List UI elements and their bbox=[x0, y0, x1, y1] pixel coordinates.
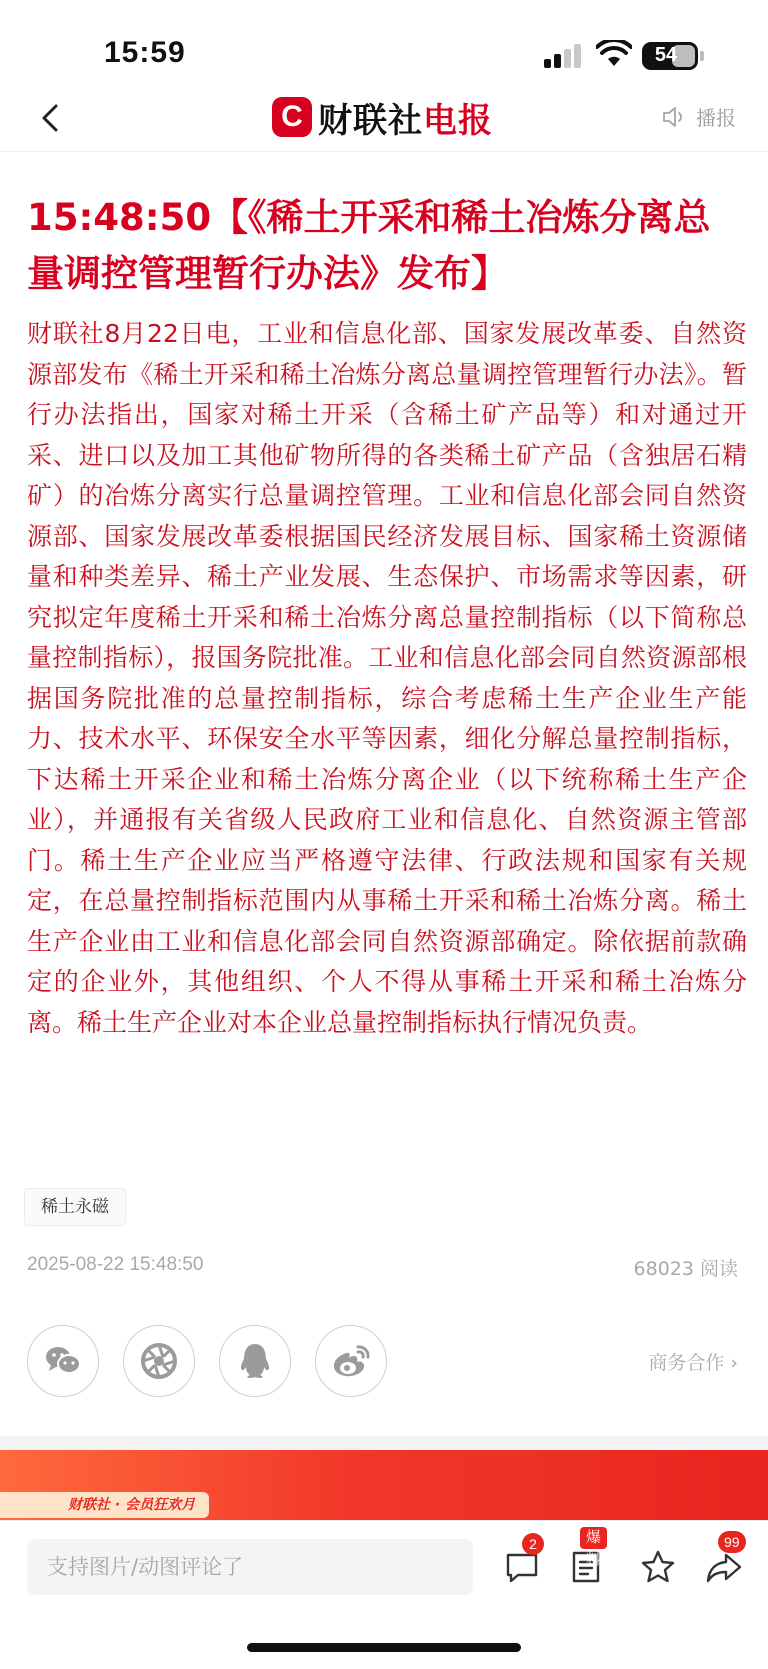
weibo-icon bbox=[330, 1343, 372, 1379]
qq-icon bbox=[238, 1341, 272, 1381]
nav-header bbox=[0, 86, 768, 152]
brand-title bbox=[318, 93, 493, 142]
wifi-icon bbox=[596, 40, 632, 68]
cellular-signal-icon bbox=[544, 44, 584, 68]
moments-icon bbox=[139, 1341, 179, 1381]
wechat-icon bbox=[43, 1343, 83, 1379]
share-icon bbox=[704, 1547, 744, 1587]
share-wechat-button[interactable] bbox=[27, 1325, 99, 1397]
publish-datetime: 2025-08-22 15:48:50 bbox=[27, 1254, 204, 1275]
section-divider bbox=[0, 1436, 768, 1450]
broadcast-label: 播报 bbox=[696, 106, 736, 130]
battery-level: 54 bbox=[654, 44, 678, 66]
comment-count-badge: 2 bbox=[522, 1533, 544, 1555]
favorite-button[interactable] bbox=[638, 1547, 678, 1587]
home-indicator bbox=[247, 1643, 521, 1652]
brand-mark: C bbox=[272, 97, 312, 137]
status-bar bbox=[0, 0, 768, 90]
brand-title-red: 电报 bbox=[423, 100, 493, 141]
star-icon bbox=[638, 1547, 678, 1587]
share-row bbox=[27, 1325, 411, 1397]
share-qq-button[interactable] bbox=[219, 1325, 291, 1397]
baoliao-badge: 爆料 bbox=[580, 1527, 607, 1549]
baoliao-button[interactable] bbox=[566, 1529, 606, 1587]
promo-banner[interactable] bbox=[0, 1450, 768, 1520]
brand-logo bbox=[272, 94, 493, 140]
comments-button[interactable] bbox=[502, 1536, 542, 1587]
speaker-icon bbox=[662, 105, 688, 129]
share-weibo-button[interactable] bbox=[315, 1325, 387, 1397]
share-count-badge: 99 bbox=[718, 1531, 746, 1553]
article-headline: 15:48:50【《稀土开采和稀土冶炼分离总量调控管理暂行办法》发布】 bbox=[27, 196, 711, 295]
share-moments-button[interactable] bbox=[123, 1325, 195, 1397]
back-button[interactable] bbox=[30, 96, 74, 140]
business-cooperation-link[interactable]: 商务合作 › bbox=[648, 1352, 738, 1374]
battery-icon bbox=[642, 42, 698, 70]
promo-banner-label: 财联社 · 会员狂欢月 bbox=[0, 1492, 209, 1518]
article-body: 财联社8月22日电，工业和信息化部、国家发展改革委、自然资源部发布《稀土开采和稀土冶炼分离总量调控管理暂行办法》。暂行办法指出，国家对稀土开采（含稀土矿产品等）和对通过开采、进口以及加工其他矿物所得的各类稀土矿产品（含独居石精矿）的冶炼分离实行总量调控管理。工业和信息化部会同自然资源部、国家发展改革委根据国民经济发展目标、国家稀土资源储量和种类差异、稀土产业发展、生态保护、市场需求等因素，研究拟定年度稀土开采和稀土冶炼分离总量控制指标（以下简称总量控制指标），报国务院批准。工业和信息化部会同自然资源部根据国务院批准的总量控制指标，综合考虑稀土生产企业生产能力、技术水平、环保安全水平等因素，细化分解总量控制指标，下达稀土开采企业和稀土冶炼分离企业（以下统称稀土生产企业），并通报有关省级人民政府工业和信息化、自然资源主管部门。稀土生产企业应当严格遵守法律、行政法规和国家有关规定，在总量控制指标范围内从事稀土开采和稀土冶炼分离。稀土生产企业由工业和信息化部会同自然资源部确定。除依据前款确定的企业外，其他组织、个人不得从事稀土开采和稀土冶炼分离。稀土生产企业对本企业总量控制指标执行情况负责。 bbox=[27, 319, 747, 1037]
share-button[interactable] bbox=[704, 1534, 744, 1587]
topic-tag[interactable]: 稀土永磁 bbox=[24, 1188, 126, 1226]
comment-input[interactable] bbox=[27, 1539, 473, 1595]
status-time: 15:59 bbox=[104, 36, 186, 69]
brand-title-black: 财联社 bbox=[318, 100, 423, 141]
read-count: 68023 阅读 bbox=[633, 1258, 738, 1280]
battery-nub bbox=[700, 51, 704, 61]
chevron-left-icon bbox=[30, 96, 74, 140]
broadcast-button[interactable] bbox=[662, 102, 736, 131]
